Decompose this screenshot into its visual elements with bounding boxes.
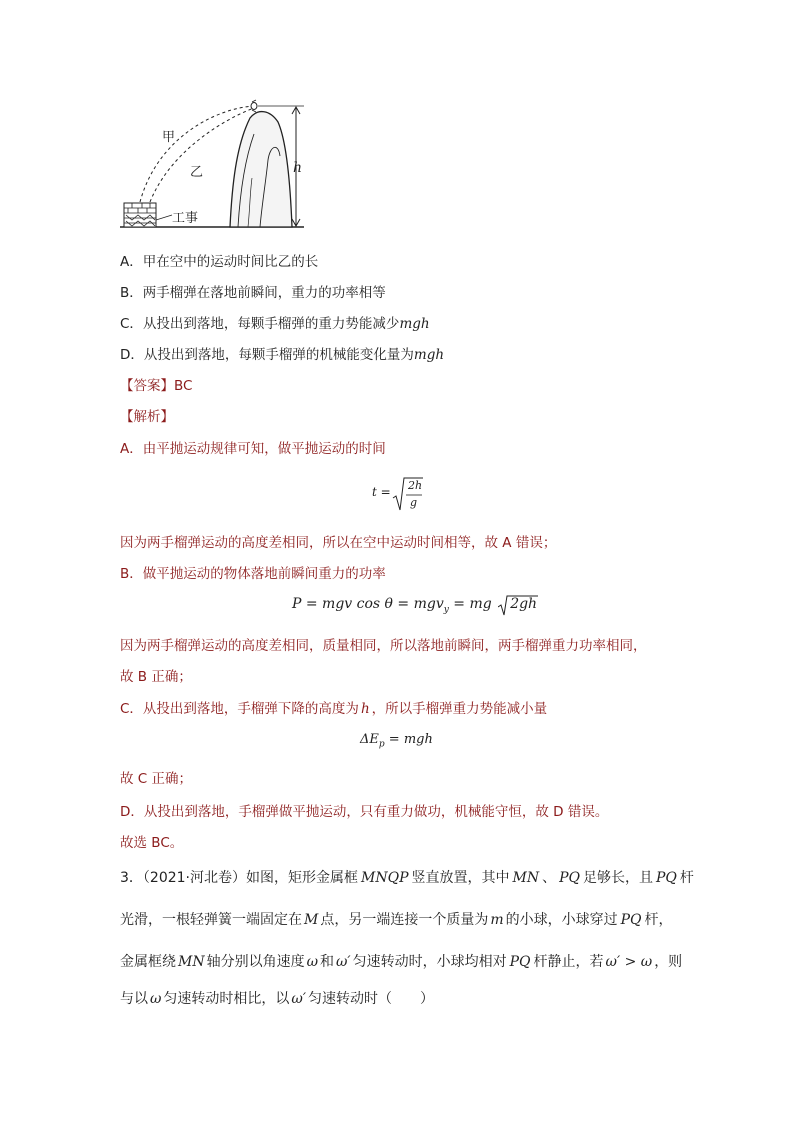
option-a: A．甲在空中的运动时间比乙的长	[120, 254, 319, 270]
question3-line2: 光滑，一根轻弹簧一端固定在 M 点，另一端连接一个质量为 m 的小球，小球穿过 PQ 杆，	[120, 912, 673, 928]
analysis-c-conclusion: 故 C 正确；	[120, 771, 193, 787]
projectile-figure	[118, 96, 318, 232]
label-gongshi: 工事	[172, 211, 199, 226]
formula-power: P = mgv cos θ = mgv$_y$ = mg 2gh	[292, 596, 533, 615]
analysis-b-conclusion-1: 因为两手榴弹运动的高度差相同，质量相同，所以落地前瞬间，两手榴弹重力功率相同，	[120, 638, 647, 654]
analysis-c-intro: C．从投出到落地，手榴弹下降的高度为 h ，所以手榴弹重力势能减小量	[120, 701, 548, 717]
label-h: h	[293, 160, 303, 176]
formula-delta-ep: $\Delta E_p$ = mgh	[360, 732, 433, 750]
option-c: C．从投出到落地，每颗手榴弹的重力势能减少mgh	[120, 316, 430, 332]
label-yi: 乙	[190, 165, 204, 180]
bunker-drawing	[124, 203, 156, 227]
answer-line: 【答案】BC	[120, 378, 193, 394]
analysis-b-intro: B．做平抛运动的物体落地前瞬间重力的功率	[120, 566, 386, 582]
question3-line3: 金属框绕 MN 轴分别以角速度 ω 和 ω′ 匀速转动时，小球均相对 PQ 杆静止，若 ω′ > ω ，则	[120, 954, 683, 970]
option-d: D．从投出到落地，每颗手榴弹的机械能变化量为mgh	[120, 347, 445, 363]
label-jia: 甲	[162, 130, 176, 145]
analysis-d-text: D．从投出到落地，手榴弹做平抛运动，只有重力做功，机械能守恒，故 D 错误。	[120, 804, 609, 820]
grenade-icon	[251, 100, 257, 112]
question3-line1: 3．（2021·河北卷）如图，矩形金属框 MNQP 竖直放置，其中 MN 、 PQ 足够长，且 PQ 杆	[120, 870, 694, 886]
question3-line4: 与以 ω 匀速转动时相比，以 ω′ 匀速转动时（ ）	[120, 991, 435, 1007]
analysis-a-intro: A．由平抛运动规律可知，做平抛运动的时间	[120, 441, 386, 457]
analysis-final: 故选 BC。	[120, 835, 184, 851]
analysis-title: 【解析】	[120, 409, 174, 425]
analysis-b-conclusion-2: 故 B 正确；	[120, 669, 192, 685]
option-b: B．两手榴弹在落地前瞬间，重力的功率相等	[120, 285, 386, 301]
analysis-a-conclusion: 因为两手榴弹运动的高度差相同，所以在空中运动时间相等，故 A 错误；	[120, 535, 557, 551]
